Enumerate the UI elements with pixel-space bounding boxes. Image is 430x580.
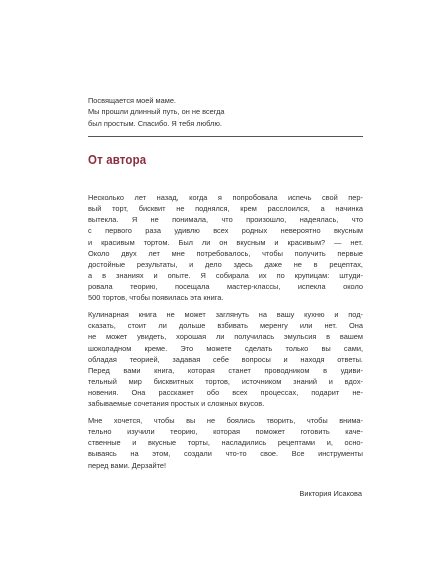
text-line: новения. Она расскажет обо всех процессах, подарит не- [88, 388, 363, 398]
text-line: перед вами. Дерзайте! [88, 460, 167, 470]
text-line: шоколадном креме. Это можете сделать только вы сами, [88, 343, 363, 353]
text-line: вываясь на этом, создали что-то свое. Все инструменты [88, 449, 363, 459]
text-line: ственные и вкусные торты, насладились рецептами и, осно- [88, 438, 363, 448]
text-line: вытекла. Я не понимала, что произошло, надеялась, что [88, 215, 363, 225]
text-line: забываемые сочетания простых и сложных вкусов. [88, 399, 265, 409]
text-line: сказать, стоит ли дольше взбивать меренгу или нет. Она [88, 321, 363, 331]
author-signature: Виктория Исакова [299, 489, 362, 498]
paragraph-1 [88, 192, 363, 304]
text-line: а в знаниях и опыте. Я собирала их по крупицам: штуди- [88, 271, 363, 281]
text-line: и красивым тортом. Был ли он вкусным и красивым? — нет. [88, 237, 363, 247]
text-line: вый торт, бисквит не поднялся, крем расслоился, а начинка [88, 204, 363, 214]
text-line: тельно изучили теорию, которая поможет готовить каче- [88, 427, 363, 437]
paragraph-3 [88, 415, 363, 471]
dedication-line: Мы прошли длинный путь, он не всегда [88, 107, 225, 117]
text-line: с первого раза удивлю всех родных невероятно вкусным [88, 226, 363, 236]
text-line: Мне хочется, чтобы вы не боялись творить, чтобы внима- [88, 415, 363, 425]
text-line: Около двух лет мне потребовалось, чтобы получить первые [88, 248, 363, 258]
dedication-line: Посвящается моей маме. [88, 96, 176, 105]
paragraph-2 [88, 309, 363, 409]
text-line: не может увидеть, хорошая ли получилась эмульсия в вашем [88, 332, 363, 342]
divider-rule [88, 136, 363, 137]
text-line: ровала теорию, посещала мастер-классы, испекла около [88, 282, 363, 292]
text-line: 500 тортов, чтобы появилась эта книга. [88, 293, 224, 303]
dedication-line: был простым. Спасибо. Я тебя люблю. [88, 118, 222, 128]
text-line: обладая теорией, задавая себе вопросы и находя ответы. [88, 354, 363, 364]
section-heading: От автора [88, 152, 147, 167]
text-line: тельный мир бисквитных тортов, источником знаний и вдох- [88, 377, 363, 386]
text-line: достойные результаты, и дело здесь даже не в рецептах, [88, 259, 363, 269]
text-line: Кулинарная книга не может заглянуть на вашу кухню и под- [88, 310, 363, 320]
text-line: Перед вами книга, которая станет проводником в удиви- [88, 365, 363, 375]
dedication [88, 95, 348, 129]
text-line: Несколько лет назад, когда я попробовала испечь свой пер- [88, 193, 363, 202]
author-foreword [88, 192, 363, 476]
